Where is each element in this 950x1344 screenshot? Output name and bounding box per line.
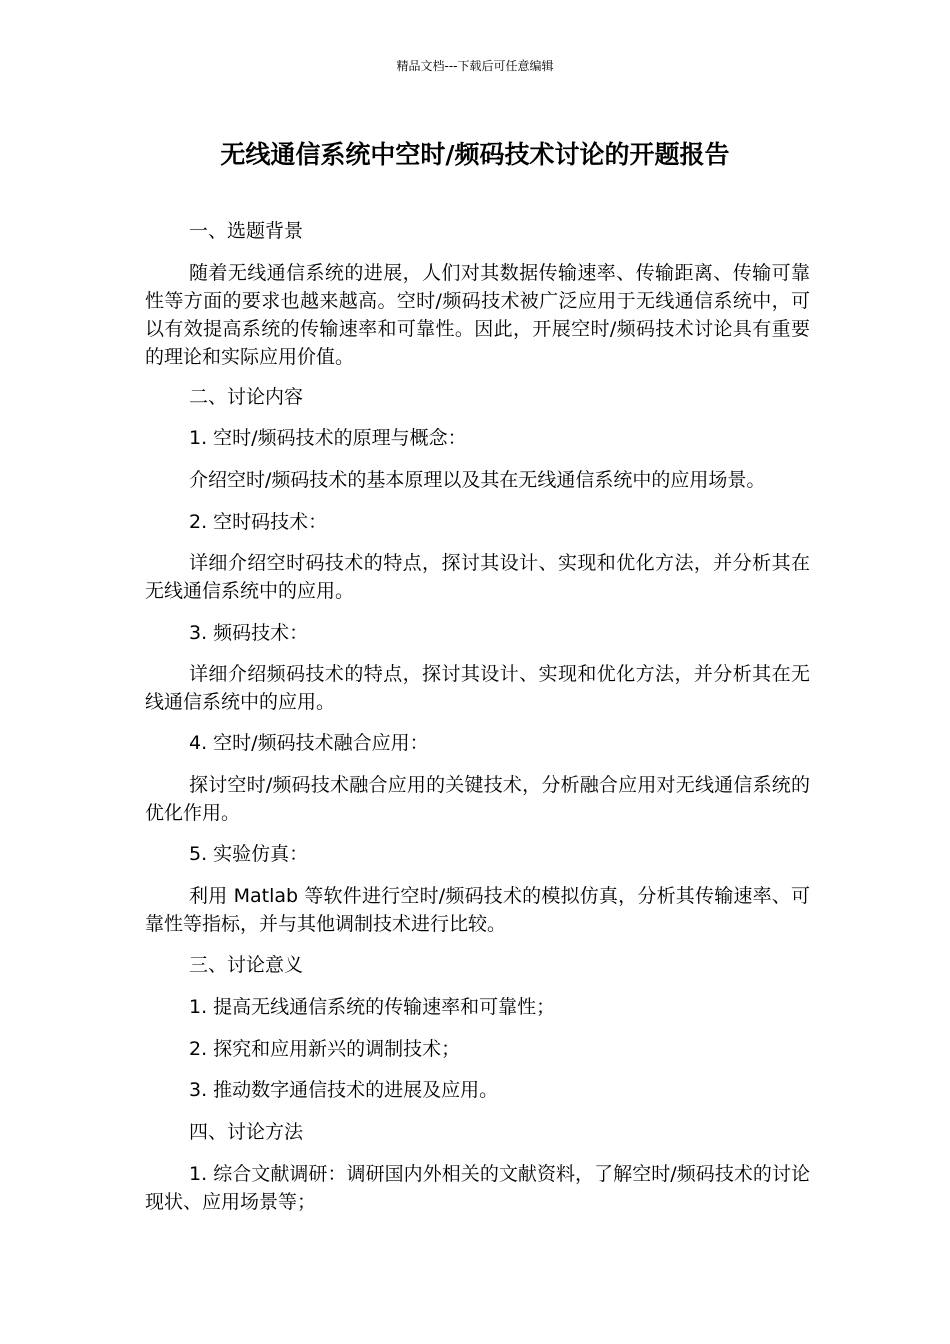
section-2-item-3-body bbox=[145, 660, 810, 716]
section-3-item-2 bbox=[145, 1035, 810, 1063]
document-title: 无线通信系统中空时/频码技术讨论的开题报告 bbox=[220, 140, 730, 169]
list-item-title: 1. 空时/频码技术的原理与概念： bbox=[189, 427, 467, 449]
list-item: 3. 推动数字通信技术的进展及应用。 bbox=[189, 1079, 499, 1101]
section-heading: 二、讨论内容 bbox=[189, 386, 304, 408]
paragraph: 1. 综合文献调研：调研国内外相关的文献资料，了解空时/频码技术的讨论现状、应用场景等； bbox=[145, 1163, 810, 1213]
section-3-heading bbox=[145, 951, 810, 979]
list-item-title: 3. 频码技术： bbox=[189, 622, 309, 644]
paragraph: 探讨空时/频码技术融合应用的关键技术，分析融合应用对无线通信系统的优化作用。 bbox=[145, 774, 810, 824]
section-2-item-4-body bbox=[145, 771, 810, 827]
section-1-paragraph bbox=[145, 259, 810, 371]
paragraph: 利用 Matlab 等软件进行空时/频码技术的模拟仿真，分析其传输速率、可靠性等指标，并与其他调制技术进行比较。 bbox=[145, 885, 810, 935]
section-heading: 三、讨论意义 bbox=[189, 954, 304, 976]
section-4-heading bbox=[145, 1118, 810, 1146]
paragraph: 详细介绍频码技术的特点，探讨其设计、实现和优化方法，并分析其在无线通信系统中的应用。 bbox=[145, 663, 810, 713]
list-item-title: 2. 空时码技术： bbox=[189, 511, 328, 533]
paragraph: 介绍空时/频码技术的基本原理以及其在无线通信系统中的应用场景。 bbox=[189, 469, 766, 491]
list-item: 2. 探究和应用新兴的调制技术； bbox=[189, 1038, 461, 1060]
list-item-title: 5. 实验仿真： bbox=[189, 843, 309, 865]
section-2-heading bbox=[145, 383, 810, 411]
paragraph: 详细介绍空时码技术的特点，探讨其设计、实现和优化方法，并分析其在无线通信系统中的应用。 bbox=[145, 552, 810, 602]
section-2-item-1-body bbox=[145, 466, 825, 494]
section-2-item-2-body bbox=[145, 549, 810, 605]
header-note: 精品文档---下载后可任意编辑 bbox=[396, 59, 554, 73]
section-2-item-2-title bbox=[145, 508, 810, 536]
section-2-item-3-title bbox=[145, 619, 810, 647]
section-4-item-1 bbox=[145, 1160, 810, 1216]
section-heading: 一、选题背景 bbox=[189, 220, 304, 242]
list-item-title: 4. 空时/频码技术融合应用： bbox=[189, 732, 429, 754]
section-3-item-1 bbox=[145, 993, 810, 1021]
paragraph: 随着无线通信系统的进展，人们对其数据传输速率、传输距离、传输可靠性等方面的要求也越来越高。空时/频码技术被广泛应用于无线通信系统中，可以有效提高系统的传输速率和可靠性。因此，开展空时/频码技术讨论具有重要的理论和实际应用价值。 bbox=[145, 262, 810, 368]
section-1-heading bbox=[145, 217, 810, 245]
section-2-item-5-body bbox=[145, 882, 810, 938]
section-3-item-3 bbox=[145, 1076, 810, 1104]
section-2-item-4-title bbox=[145, 729, 810, 757]
section-2-item-5-title bbox=[145, 840, 810, 868]
section-heading: 四、讨论方法 bbox=[189, 1121, 304, 1143]
list-item: 1. 提高无线通信系统的传输速率和可靠性； bbox=[189, 996, 556, 1018]
section-2-item-1-title bbox=[145, 424, 810, 452]
